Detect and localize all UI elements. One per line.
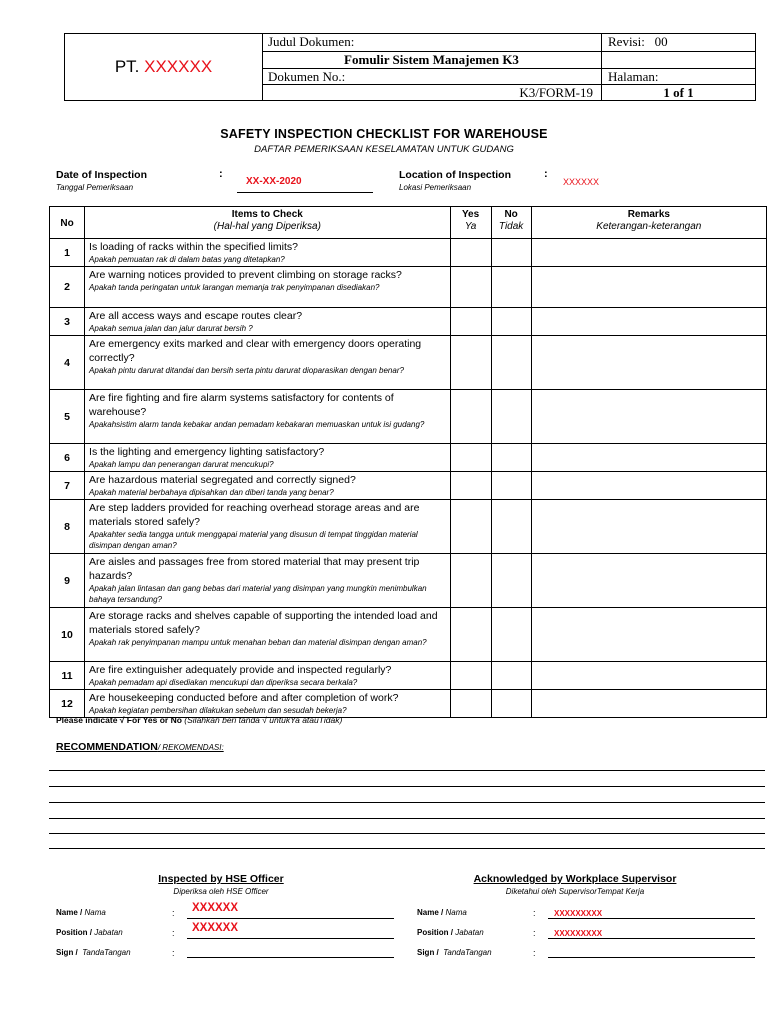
inspected-position-value[interactable]: XXXXXX (192, 922, 239, 934)
acknowledged-sign-line[interactable] (548, 957, 755, 958)
acknowledged-sign-colon: : (533, 948, 536, 958)
row-number: 2 (50, 267, 85, 308)
item-id: Apakah lampu dan penerangan darurat mencukupi? (89, 460, 274, 469)
yes-cell[interactable] (450, 336, 491, 390)
yes-cell[interactable] (450, 308, 491, 336)
dokumen-label: Dokumen No.: (262, 68, 602, 84)
revisi-blank (602, 51, 755, 68)
checklist-table (49, 206, 767, 718)
item-en: Are step ladders provided for reaching overhead storage areas and are materials stored safely? (89, 502, 420, 528)
location-colon: : (544, 168, 548, 180)
yes-cell[interactable] (450, 662, 491, 690)
table-row (50, 239, 767, 267)
inspected-name-value[interactable]: XXXXXX (192, 902, 239, 914)
row-number: 6 (50, 444, 85, 472)
remarks-cell[interactable] (531, 608, 766, 662)
inspected-position-line (187, 938, 394, 939)
row-number: 3 (50, 308, 85, 336)
judul-value: Fomulir Sistem Manajemen K3 (262, 51, 602, 68)
item-en: Are hazardous material segregated and correctly signed? (89, 474, 356, 486)
item-id: Apakah material berbahaya dipisahkan dan diberi tanda yang benar? (89, 488, 334, 497)
inspected-title: Inspected by HSE Officer (158, 873, 284, 885)
dokumen-value: K3/FORM-19 (262, 84, 602, 100)
row-item (85, 444, 451, 472)
document-header (64, 33, 756, 101)
location-value[interactable]: XXXXXX (563, 177, 600, 187)
table-row (50, 390, 767, 444)
item-id: Apakah jalan lintasan dan gang bebas dari material yang disimpan yang mungkin menimbulkan bahaya tersandung? (89, 584, 427, 604)
item-en: Are emergency exits marked and clear with emergency doors operating correctly? (89, 338, 422, 364)
halaman-label: Halaman: (602, 68, 755, 84)
row-item (85, 662, 451, 690)
recommendation-line[interactable] (49, 786, 765, 787)
acknowledged-name-line (548, 918, 755, 919)
table-row (50, 662, 767, 690)
no-cell[interactable] (491, 444, 531, 472)
no-cell[interactable] (491, 472, 531, 500)
table-row (50, 308, 767, 336)
item-en: Are warning notices provided to prevent climbing on storage racks? (89, 269, 402, 281)
halaman-value: 1 of 1 (602, 84, 755, 100)
revisi-value: 00 (654, 34, 668, 49)
header-yes: Yes Ya (450, 207, 491, 239)
header-no-col: No Tidak (491, 207, 531, 239)
remarks-cell[interactable] (531, 500, 766, 554)
acknowledged-position-line (548, 938, 755, 939)
row-number: 8 (50, 500, 85, 554)
inspected-sign-colon: : (172, 948, 175, 958)
table-row (50, 500, 767, 554)
revisi-cell (602, 34, 755, 51)
yes-cell[interactable] (450, 500, 491, 554)
no-cell[interactable] (491, 608, 531, 662)
company-prefix: PT. (114, 57, 140, 76)
item-id: Apakahsistim alarm tanda kebakar andan pemadam kebakaran memuaskan untuk isi gudang? (89, 420, 425, 429)
instruction-note (56, 715, 342, 725)
item-id: Apakah semua jalan dan jalur darurat bersih ? (89, 324, 253, 333)
date-label: Date of Inspection (56, 169, 148, 181)
acknowledged-name-label: Name / Nama (417, 908, 467, 917)
item-en: Are storage racks and shelves capable of supporting the intended load and materials stored safely? (89, 610, 438, 636)
recommendation-line[interactable] (49, 770, 765, 771)
remarks-cell[interactable] (531, 267, 766, 308)
remarks-cell[interactable] (531, 336, 766, 390)
row-item (85, 690, 451, 718)
date-sub-label: Tanggal Pemeriksaan (56, 183, 134, 192)
row-number: 11 (50, 662, 85, 690)
recommendation-line[interactable] (49, 802, 765, 803)
inspected-sign-line[interactable] (187, 957, 394, 958)
acknowledged-name-value[interactable]: XXXXXXXXX (554, 909, 603, 918)
row-item (85, 239, 451, 267)
table-header-row (50, 207, 767, 239)
acknowledged-title: Acknowledged by Workplace Supervisor (473, 873, 677, 885)
item-en: Is loading of racks within the specified limits? (89, 241, 298, 253)
inspected-position-colon: : (172, 928, 175, 938)
yes-cell[interactable] (450, 690, 491, 718)
inspected-name-colon: : (172, 908, 175, 918)
company-name-value: XXXXXX (144, 57, 213, 76)
table-row (50, 690, 767, 718)
acknowledged-position-value[interactable]: XXXXXXXXX (554, 929, 603, 938)
row-item (85, 472, 451, 500)
recommendation-label: RECOMMENDATION (56, 741, 158, 753)
item-en: Is the lighting and emergency lighting satisfactory? (89, 446, 325, 458)
no-cell[interactable] (491, 390, 531, 444)
date-value[interactable]: XX-XX-2020 (246, 176, 302, 187)
recommendation-heading (56, 741, 224, 753)
header-no: No (50, 207, 85, 239)
acknowledged-sign-label: Sign / TandaTangan (417, 948, 492, 957)
acknowledged-subtitle: Diketahui oleh SupervisorTempat Kerja (505, 887, 645, 896)
row-number: 9 (50, 554, 85, 608)
row-number: 10 (50, 608, 85, 662)
recommendation-line[interactable] (49, 848, 765, 849)
note-italic: (Silahkan beri tanda √ untukYa atauTidak) (184, 715, 343, 725)
header-remarks: Remarks Keterangan-keterangan (531, 207, 766, 239)
inspected-position-label: Position / Jabatan (56, 928, 123, 937)
remarks-cell[interactable] (531, 690, 766, 718)
page-subtitle: DAFTAR PEMERIKSAAN KESELAMATAN UNTUK GUDANG (254, 144, 514, 155)
recommendation-line[interactable] (49, 833, 765, 834)
item-en: Are housekeeping conducted before and after completion of work? (89, 692, 399, 704)
item-id: Apakahter sedia tangga untuk menggapai material yang disusun di tempat tinggidan material disimpan dengan aman? (89, 530, 418, 550)
table-row (50, 472, 767, 500)
remarks-cell[interactable] (531, 554, 766, 608)
yes-cell[interactable] (450, 444, 491, 472)
no-cell[interactable] (491, 336, 531, 390)
table-row (50, 267, 767, 308)
inspected-name-line (187, 918, 394, 919)
no-cell[interactable] (491, 308, 531, 336)
no-cell[interactable] (491, 554, 531, 608)
yes-cell[interactable] (450, 267, 491, 308)
acknowledged-position-colon: : (533, 928, 536, 938)
item-id: Apakah rak penyimpanan mampu untuk menahan beban dan material disimpan dengan aman? (89, 638, 427, 647)
yes-cell[interactable] (450, 472, 491, 500)
no-cell[interactable] (491, 662, 531, 690)
remarks-cell[interactable] (531, 472, 766, 500)
item-id: Apakah tanda peringatan untuk larangan memanja trak penyimpanan disediakan? (89, 283, 380, 292)
remarks-cell[interactable] (531, 308, 766, 336)
no-cell[interactable] (491, 500, 531, 554)
date-colon: : (219, 168, 223, 180)
row-item (85, 500, 451, 554)
inspected-name-label: Name / Nama (56, 908, 106, 917)
yes-cell[interactable] (450, 554, 491, 608)
acknowledged-name-colon: : (533, 908, 536, 918)
table-row (50, 608, 767, 662)
no-cell[interactable] (491, 690, 531, 718)
judul-label: Judul Dokumen: (262, 34, 602, 51)
yes-cell[interactable] (450, 390, 491, 444)
date-underline (237, 192, 373, 193)
row-item (85, 390, 451, 444)
row-item (85, 554, 451, 608)
revisi-label: Revisi: (608, 34, 645, 49)
item-id: Apakah pemadam api disediakan mencukupi dan diperiksa secara berkala? (89, 678, 358, 687)
company-name (65, 34, 263, 100)
item-en: Are aisles and passages free from stored material that may present trip hazards? (89, 556, 420, 582)
row-number: 1 (50, 239, 85, 267)
recommendation-sub: / REKOMENDASI: (157, 743, 224, 752)
table-row (50, 444, 767, 472)
remarks-cell[interactable] (531, 239, 766, 267)
location-sub-label: Lokasi Pemeriksaan (399, 183, 472, 192)
acknowledged-position-label: Position / Jabatan (417, 928, 484, 937)
row-number: 7 (50, 472, 85, 500)
note-bold: Please indicate √ For Yes or No (56, 715, 182, 725)
row-number: 12 (50, 690, 85, 718)
recommendation-line[interactable] (49, 818, 765, 819)
inspected-subtitle: Diperiksa oleh HSE Officer (173, 887, 269, 896)
inspected-sign-label: Sign / TandaTangan (56, 948, 131, 957)
row-item (85, 336, 451, 390)
row-item (85, 608, 451, 662)
yes-cell[interactable] (450, 239, 491, 267)
yes-cell[interactable] (450, 608, 491, 662)
row-number: 5 (50, 390, 85, 444)
item-en: Are fire fighting and fire alarm systems satisfactory for contents of warehouse? (89, 392, 394, 418)
remarks-cell[interactable] (531, 444, 766, 472)
item-id: Apakah kegiatan pembersihan dilakukan sebelum dan sesudah bekerja? (89, 706, 347, 715)
no-cell[interactable] (491, 239, 531, 267)
row-number: 4 (50, 336, 85, 390)
row-item (85, 308, 451, 336)
header-items: Items to Check (Hal-hal yang Diperiksa) (85, 207, 451, 239)
location-label: Location of Inspection (399, 169, 511, 181)
no-cell[interactable] (491, 267, 531, 308)
table-row (50, 554, 767, 608)
item-id: Apakah pintu darurat ditandai dan bersih serta pintu darurat dioparasikan dengan benar? (89, 366, 404, 375)
item-en: Are fire extinguisher adequately provide and inspected regularly? (89, 664, 392, 676)
remarks-cell[interactable] (531, 390, 766, 444)
remarks-cell[interactable] (531, 662, 766, 690)
row-item (85, 267, 451, 308)
item-en: Are all access ways and escape routes clear? (89, 310, 303, 322)
item-id: Apakah pemuatan rak di dalam batas yang ditetapkan? (89, 255, 285, 264)
page-title: SAFETY INSPECTION CHECKLIST FOR WAREHOUSE (220, 127, 548, 141)
table-row (50, 336, 767, 390)
